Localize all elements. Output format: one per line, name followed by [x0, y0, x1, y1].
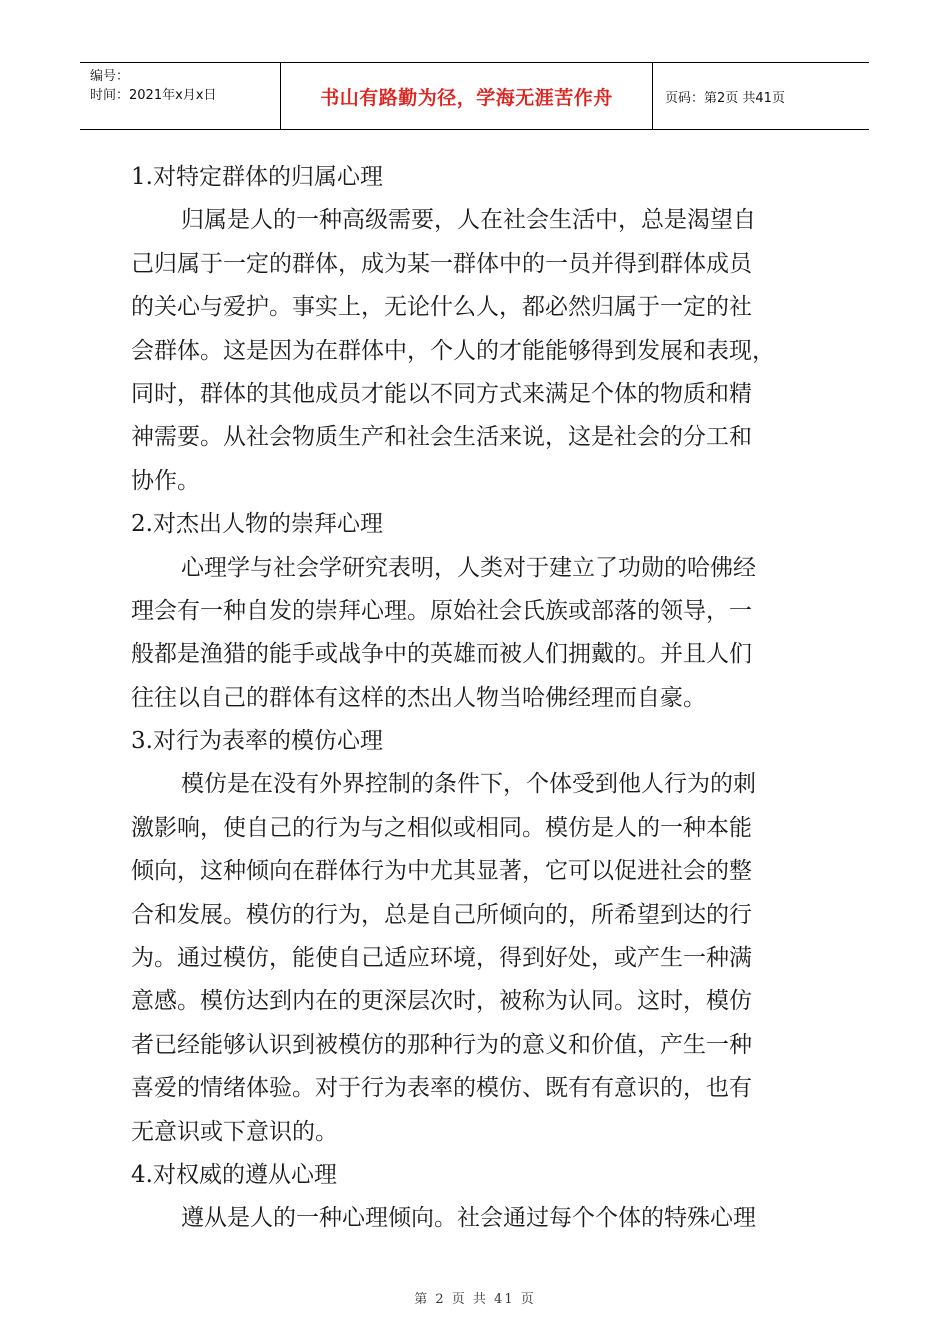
paragraph-line: 激影响，使自己的行为与之相似或相同。模仿是人的一种本能 [131, 814, 752, 841]
paragraph-line: 理会有一种自发的崇拜心理。原始社会氏族或部落的领导，一 [131, 597, 752, 624]
header-motto [281, 63, 653, 129]
page-header [80, 62, 869, 130]
section-heading: 4.对权威的遵从心理 [131, 1161, 337, 1188]
page-info-text: 页码：第2页 共41页 [665, 90, 785, 106]
paragraph-line: 般都是渔猎的能手或战争中的英雄而被人们拥戴的。并且人们 [131, 641, 752, 668]
section-heading: 1.对特定群体的归属心理 [131, 164, 383, 190]
paragraph-line: 会群体。这是因为在群体中，个人的才能能够得到发展和表现， [131, 337, 775, 364]
header-page-info [653, 63, 869, 129]
paragraph-line: 喜爱的情绪体验。对于行为表率的模仿、既有有意识的，也有 [131, 1075, 752, 1102]
section-heading: 3.对行为表率的模仿心理 [131, 728, 383, 755]
date-label: 时间：2021年x月x日 [90, 88, 217, 103]
paragraph-line: 同时，群体的其他成员才能以不同方式来满足个体的物质和精 [131, 380, 752, 407]
paragraph-line: 心理学与社会学研究表明，人类对于建立了功勋的哈佛经 [181, 554, 756, 581]
paragraph-line: 合和发展。模仿的行为，总是自己所倾向的，所希望到达的行 [131, 901, 752, 928]
paragraph-line: 遵从是人的一种心理倾向。社会通过每个个体的特殊心理 [181, 1205, 756, 1232]
paragraph-line: 己归属于一定的群体，成为某一群体中的一员并得到群体成员 [131, 250, 752, 277]
footer-page-number: 第 2 页 共 41 页 [414, 1292, 536, 1307]
page-footer [0, 1288, 950, 1307]
paragraph-line: 模仿是在没有外界控制的条件下，个体受到他人行为的刺 [181, 771, 756, 798]
paragraph-line: 无意识或下意识的。 [131, 1118, 338, 1145]
section-heading: 2.对杰出人物的崇拜心理 [131, 511, 383, 538]
paragraph-line: 意感。模仿达到内在的更深层次时，被称为认同。这时，模仿 [131, 988, 752, 1015]
header-meta [80, 63, 281, 129]
serial-label: 编号： [90, 69, 130, 84]
paragraph-line: 者已经能够认识到被模仿的那种行为的意义和价值，产生一种 [131, 1031, 752, 1058]
paragraph-line: 神需要。从社会物质生产和社会生活来说，这是社会的分工和 [131, 424, 752, 451]
motto-text: 书山有路勤为径，学海无涯苦作舟 [320, 86, 613, 109]
paragraph-line: 倾向，这种倾向在群体行为中尤其显著，它可以促进社会的整 [131, 858, 752, 885]
paragraph-line: 归属是人的一种高级需要，人在社会生活中，总是渴望自 [181, 207, 756, 234]
paragraph-line: 协作。 [131, 467, 200, 494]
paragraph-line: 往往以自己的群体有这样的杰出人物当哈佛经理而自豪。 [131, 684, 706, 711]
paragraph-line: 的关心与爱护。事实上，无论什么人，都必然归属于一定的社 [131, 294, 752, 321]
document-body [131, 156, 821, 1241]
paragraph-line: 为。通过模仿，能使自己适应环境，得到好处，或产生一种满 [131, 945, 752, 972]
